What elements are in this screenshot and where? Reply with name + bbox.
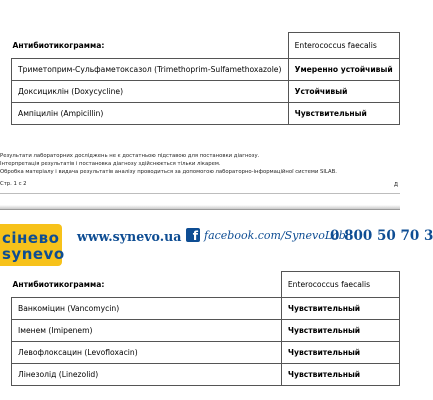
sensitivity-result: Чувствительный [281, 298, 399, 320]
table-row [12, 364, 400, 386]
organism-name: Enterococcus faecalis [288, 33, 399, 59]
website-link[interactable]: www.synevo.ua [77, 229, 182, 244]
table-row [12, 320, 400, 342]
sensitivity-result: Чувствительный [281, 342, 399, 364]
synevo-logo [0, 224, 65, 266]
page-separator [0, 193, 400, 211]
organism-name: Enterococcus faecalis [281, 272, 399, 298]
table-row [12, 81, 400, 103]
antibiogram-table-page-2 [11, 271, 400, 386]
table-header-row [12, 33, 400, 59]
sensitivity-result: Чувствительный [281, 364, 399, 386]
antibiotic-name: Лінезолід (Linezolid) [12, 364, 282, 386]
table-row [12, 103, 400, 125]
antibiotic-name: Ампіцилін (Ampicillin) [12, 103, 289, 125]
sensitivity-result: Чувствительный [281, 320, 399, 342]
antibiotic-name: Ванкоміцин (Vancomycin) [12, 298, 282, 320]
page-footer [0, 152, 400, 188]
antibiotic-name: Левофлоксацин (Levofloxacin) [12, 342, 282, 364]
antibiogram-heading: Антибиотикограмма: [12, 40, 105, 50]
facebook-link[interactable]: facebook.com/SynevoLab [204, 229, 346, 242]
phone-number: 0 800 50 70 3 [330, 228, 433, 244]
sensitivity-result: Умеренно устойчивый [288, 59, 399, 81]
footer-right-fragment: Д [393, 182, 398, 188]
sensitivity-result: Устойчивый [288, 81, 399, 103]
disclaimer-line: Інтерпретація результатів і постановка діагнозу здійснюється тільки лікарем. [0, 161, 221, 167]
table-row [12, 342, 400, 364]
disclaimer-line: Обробка матеріалу і видача результатів аналізу проводиться за допомогою лабораторно-інформаційної системи SILAB. [0, 169, 337, 175]
table-header-row [12, 272, 400, 298]
sensitivity-result: Чувствительный [288, 103, 399, 125]
antibiotic-name: Доксициклін (Doxycycline) [12, 81, 289, 103]
antibiogram-table-page-1 [11, 32, 400, 125]
table-row [12, 59, 400, 81]
page-number: Стр. 1 с 2 [0, 181, 27, 187]
disclaimer-line: Результати лабораторних досліджень не є достатньою підставою для постановки діагнозу. [0, 153, 260, 159]
document-page-1 [0, 0, 400, 193]
logo-text-ukrainian: сінево [2, 229, 60, 247]
logo-text-latin: synevo [2, 245, 65, 263]
facebook-icon: f [186, 228, 200, 242]
page-header-banner [0, 211, 433, 265]
antibiogram-heading: Антибиотикограмма: [12, 279, 105, 289]
antibiotic-name: Іменем (Imipenem) [12, 320, 282, 342]
table-row [12, 298, 400, 320]
antibiotic-name: Триметоприм-Сульфаметоксазол (Trimethoprim-Sulfamethoxazole) [12, 59, 289, 81]
